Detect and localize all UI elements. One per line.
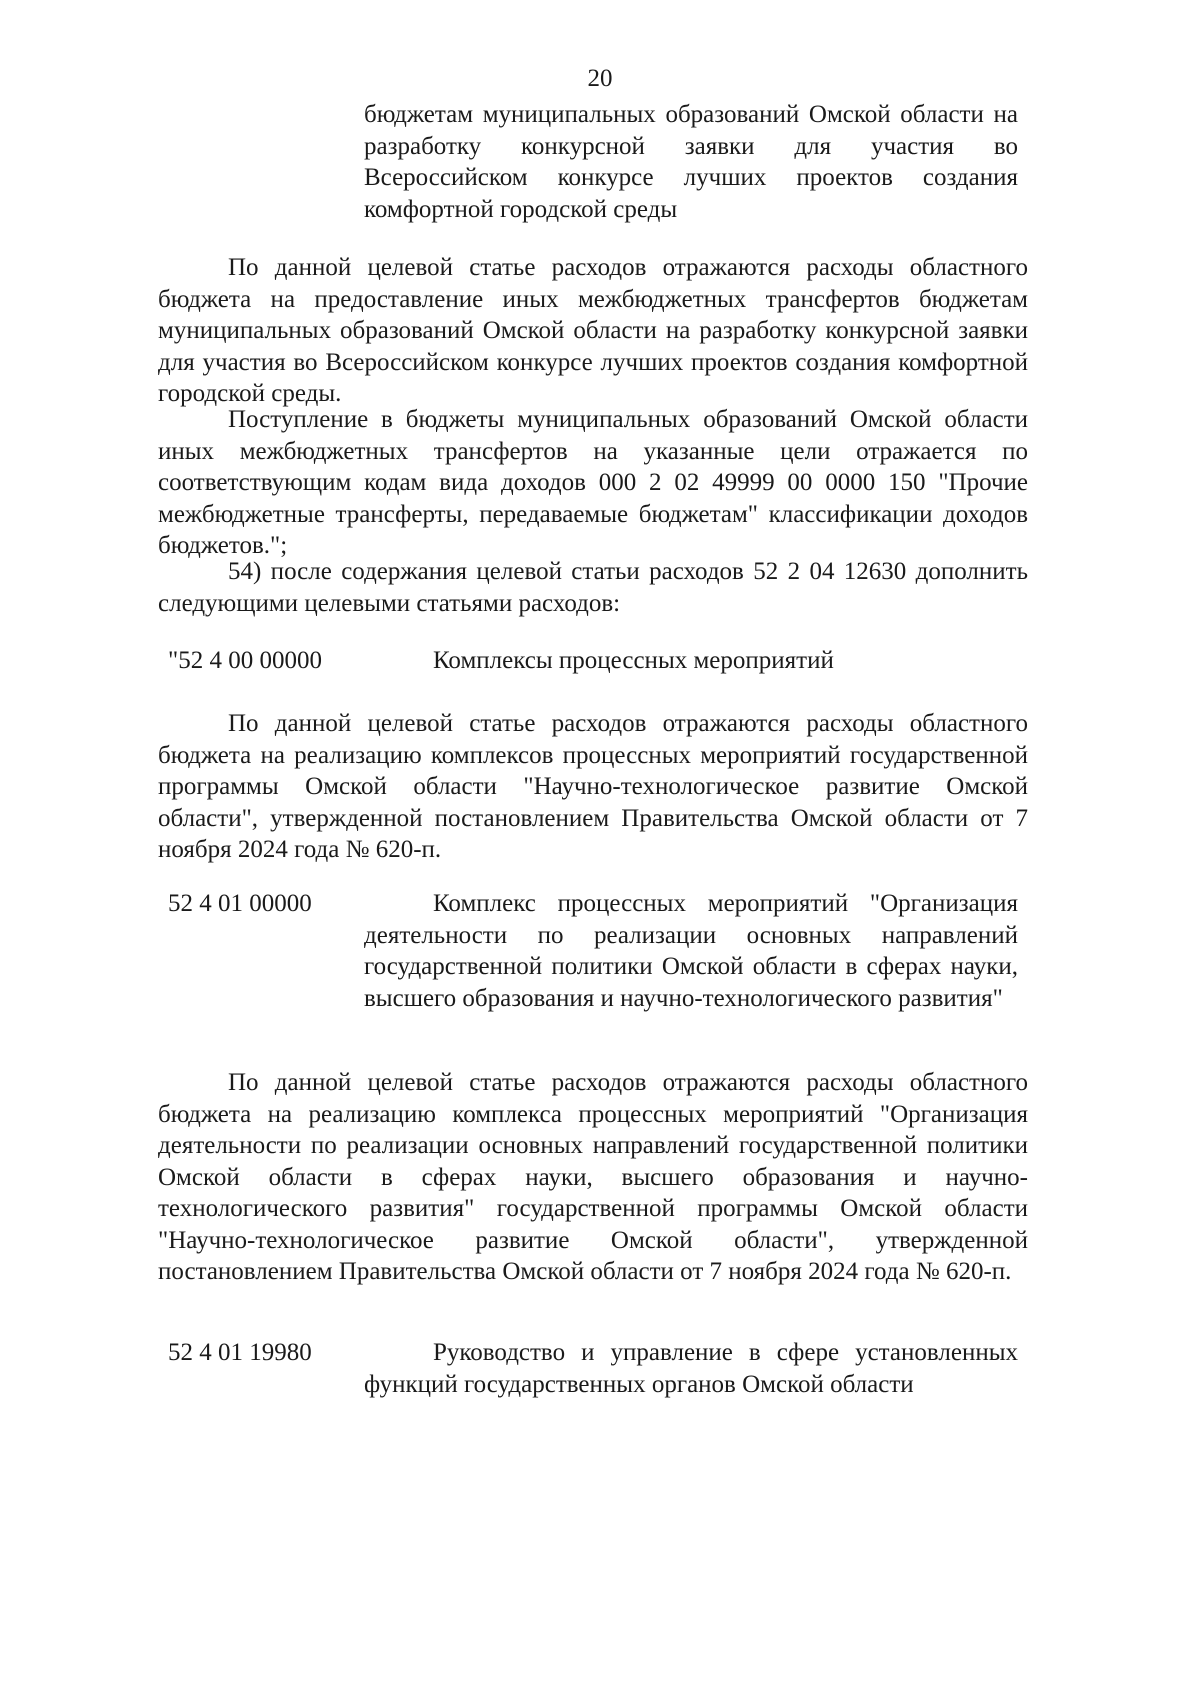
expense-title: Руководство и управление в сфере установленных функций государственных органов Омской области [364,1339,1018,1398]
expense-description: По данной целевой статье расходов отражаются расходы областного бюджета на реализацию комплекса процессных мероприятий "Организация деятельности по реализации основных направлений государственной политики Омской области в сферах науки, высшего образования и научно-технологического развития" государственной программы Омской области "Научно-технологическое развитие Омской области", утвержденной постановлением Правительства Омской области от 7 ноября 2024 года № 620-п. [158,1069,1028,1285]
expense-code: 52 4 01 19980 [168,1339,312,1366]
expense-title: Комплекс процессных мероприятий "Организация деятельности по реализации основных направлений государственной политики Омской области в сферах науки, высшего образования и научно-технологического развития" [364,890,1018,1012]
paragraph-expense-description: По данной целевой статье расходов отражаются расходы областного бюджета на предоставление иных межбюджетных трансфертов бюджетам муниципальных образований Омской области на разработку конкурсной заявки для участия во Всероссийском конкурсе лучших проектов создания комфортной городской среды. [158,254,1028,407]
page-number: 20 [587,65,613,92]
expense-code: "52 4 00 00000 [168,647,322,674]
paragraph-amendment-item: 54) после содержания целевой статьи расходов 52 2 04 12630 дополнить следующими целевыми статьями расходов: [158,558,1028,617]
expense-code: 52 4 01 00000 [168,890,312,917]
paragraph-revenue-codes: Поступление в бюджеты муниципальных образований Омской области иных межбюджетных трансфертов на указанные цели отражается по соответствующим кодам вида доходов 000 2 02 49999 00 0000 150 "Прочие межбюджетные трансферты, передаваемые бюджетам" классификации доходов бюджетов."; [158,406,1028,559]
continued-entry-title: бюджетам муниципальных образований Омской области на разработку конкурсной заявки для участия во Всероссийском конкурсе лучших проектов создания комфортной городской среды [364,101,1018,223]
expense-title: Комплексы процессных мероприятий [433,647,834,674]
expense-description: По данной целевой статье расходов отражаются расходы областного бюджета на реализацию комплексов процессных мероприятий государственной программы Омской области "Научно-технологическое развитие Омской области", утвержденной постановлением Правительства Омской области от 7 ноября 2024 года № 620-п. [158,710,1028,863]
